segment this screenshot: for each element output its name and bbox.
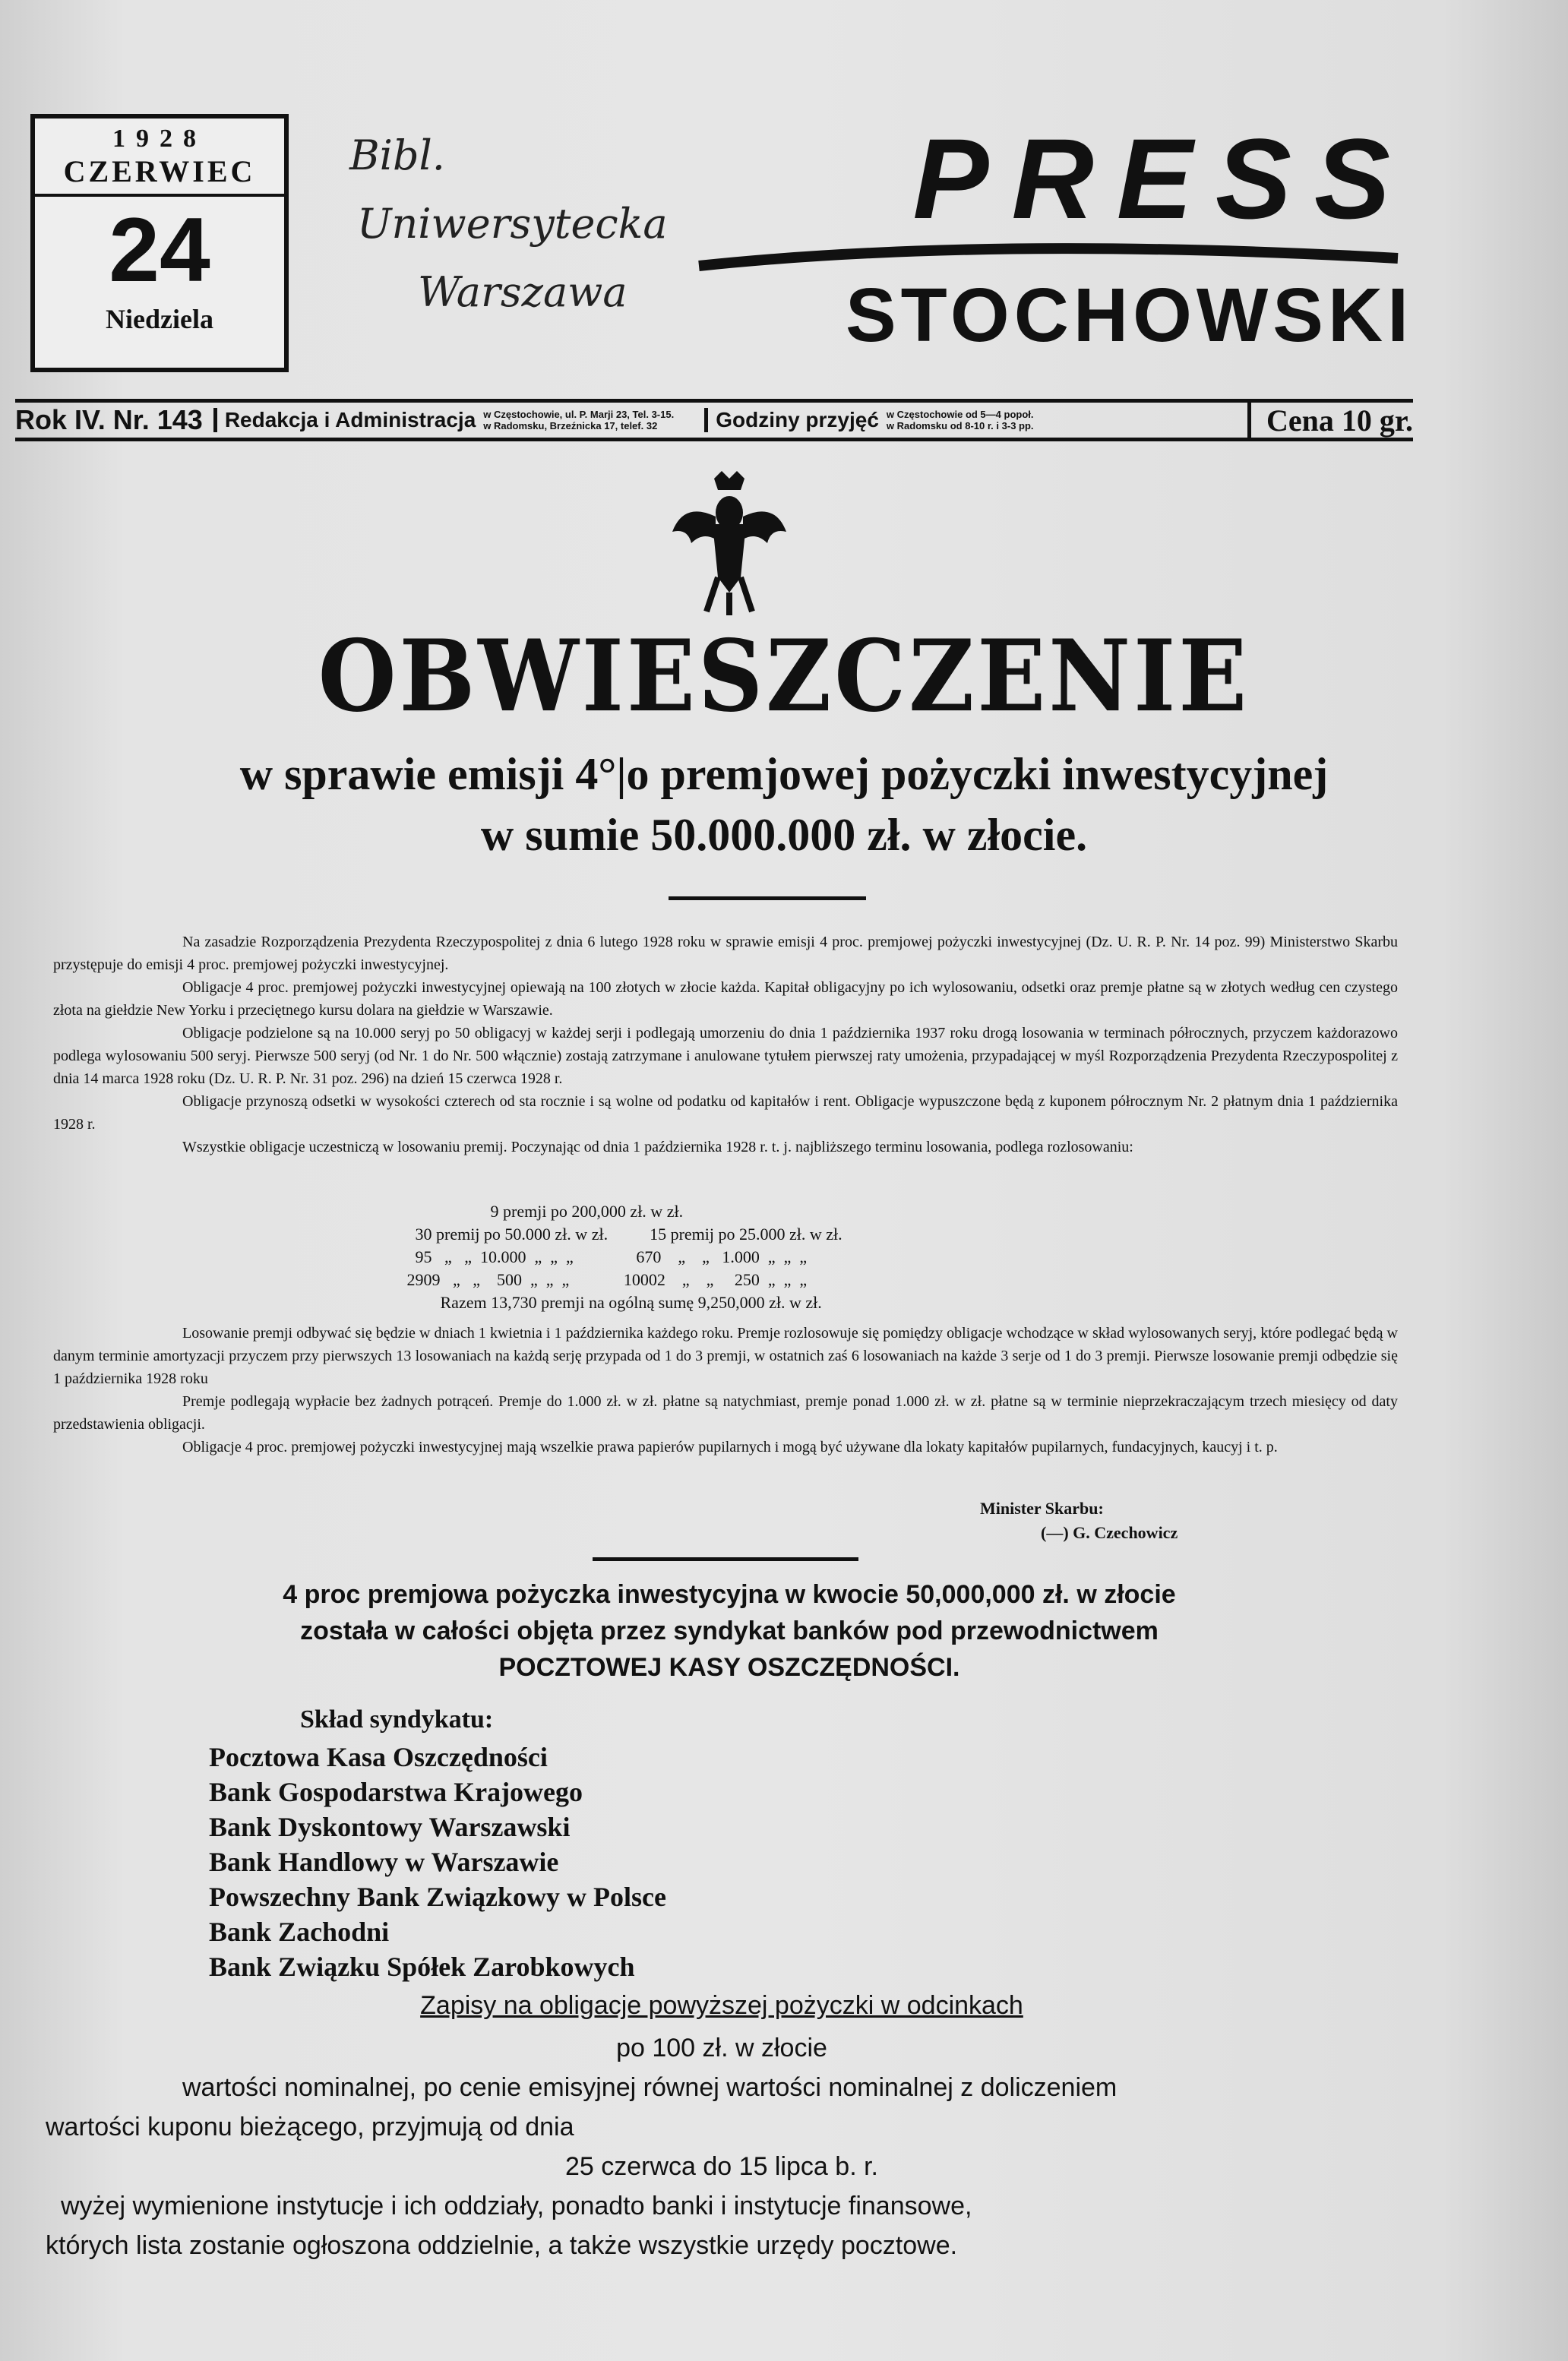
prize-row: Razem 13,730 premji na ogólną sumę 9,250,000 zł. w zł. xyxy=(403,1293,822,1312)
syndicate-heading: Skład syndykatu: xyxy=(300,1705,494,1734)
bank-item: Bank Gospodarstwa Krajowego xyxy=(209,1777,583,1807)
subscription-denomination: po 100 zł. w złocie xyxy=(616,2034,827,2062)
prize-row: 2909 „ „ 500 „ „ „ 10002 „ „ 250 „ „ „ xyxy=(403,1270,808,1289)
notice-subtitle-amount: w sumie 50.000.000 zł. w złocie. xyxy=(480,810,1088,860)
prize-row: 9 premji po 200,000 zł. w zł. xyxy=(403,1202,684,1221)
library-stamp-line: Bibl. xyxy=(349,131,445,179)
bank-item: Bank Związku Spółek Zarobkowych xyxy=(209,1952,635,1982)
bank-item: Powszechny Bank Związkowy w Polsce xyxy=(209,1882,666,1912)
minister-signature xyxy=(980,1497,1178,1545)
notice-paragraph: Obligacje podzielone są na 10.000 seryj po 50 obligacyj w każdej serji i podlegają umorzeniu do dnia 1 października 1937 roku drogą losowania w terminach półrocznych, przyczem każdorazowo podlega wylosowaniu 500 seryj. Pierwsze 500 seryj (od Nr. 1 do Nr. 500 włącznie) zostają zatrzymane i anulowane tytułem pierwszej raty umożenia, przypadającej w myśl Rozporządzenia Prezydenta Rzeczypospolitej z dnia 14 marca 1928 roku (Dz. U. R. P. Nr. 31 poz. 296) na dzień 15 czerwca 1928 r. xyxy=(53,1025,1398,1087)
volume-number: Rok IV. Nr. 143 xyxy=(15,404,203,435)
notice-body xyxy=(53,931,1398,1158)
editorial-label: Redakcja i Administracja xyxy=(213,408,483,432)
office-hours-block xyxy=(887,409,1034,431)
subscription-text: wartości nominalnej, po cenie emisyjnej równej wartości nominalnej z doliczeniem xyxy=(182,2073,1118,2102)
address-block xyxy=(483,409,674,431)
minister-name: (—) G. Czechowicz xyxy=(1041,1523,1178,1542)
date-weekday: Niedziela xyxy=(106,304,213,334)
prize-row: 30 premij po 50.000 zł. w zł. 15 premij po 25.000 zł. w zł. xyxy=(403,1225,842,1244)
notice-body-continued xyxy=(53,1322,1398,1459)
notice-title: OBWIESZCZENIE xyxy=(318,618,1250,734)
notice-paragraph: Premje podlegają wypłacie bez żadnych potrąceń. Premje do 1.000 zł. w zł. płatne są natychmiast, premje ponad 1.000 zł. w zł. płatne są w terminie nieprzekraczającym trzech miesięcy od daty przedstawienia obligacji. xyxy=(53,1393,1398,1433)
address-line: w Radomsku, Brzeźnicka 17, telef. 32 xyxy=(483,420,658,431)
masthead-info-bar xyxy=(15,399,1413,441)
divider xyxy=(669,896,866,900)
notice-paragraph: Losowanie premji odbywać się będzie w dniach 1 kwietnia i 1 października każdego roku. Premje rozlosowuje się pomiędzy obligacje wchodzące w skład wylosowanych seryj, które podlegać będą w danym terminie amortyzacji przyczem przy pierwszych 13 losowaniach na każdą serję przypada od 1 do 3 premji, w ostatnich zaś 6 losowaniach na każde 3 serje od 1 do 3 premji. Pierwsze losowanie premji odbędzie się 1 października 1928 roku xyxy=(53,1325,1398,1387)
library-stamp xyxy=(349,122,669,349)
prize-row: 95 „ „ 10.000 „ „ „ 670 „ „ 1.000 „ „ „ xyxy=(403,1247,808,1266)
logo-bottom-word: STOCHOWSKI xyxy=(845,273,1413,358)
library-stamp-line: Uniwersytecka xyxy=(357,200,668,248)
date-day: 24 xyxy=(109,199,210,301)
logo-top-word: PRESS xyxy=(912,115,1413,242)
hours-line: w Częstochowie od 5—4 popoł. xyxy=(886,409,1034,420)
polish-eagle-icon xyxy=(669,471,790,615)
subscription-heading: Zapisy na obligacje powyższej pożyczki w odcinkach xyxy=(420,1991,1023,2020)
subscription-dates: 25 czerwca do 15 lipca b. r. xyxy=(564,2152,878,2181)
hours-line: w Radomsku od 8-10 r. i 3-3 pp. xyxy=(886,420,1034,431)
logo-swoosh-icon xyxy=(684,243,1413,273)
price: Cena 10 gr. xyxy=(1247,403,1413,438)
date-box xyxy=(30,114,289,372)
subscription-text: wyżej wymienione instytucje i ich oddziały, ponadto banki i instytucje finansowe, xyxy=(61,2192,972,2220)
library-stamp-line: Warszawa xyxy=(418,268,628,316)
date-month: CZERWIEC xyxy=(35,153,284,197)
notice-paragraph: Obligacje 4 proc. premjowej pożyczki inwestycyjnej mają wszelkie prawa papierów pupilarnych i mogą być używane dla lokaty kapitałów pupilarnych, fundacyjnych, kaucyj i t. p. xyxy=(182,1439,1278,1455)
bank-list xyxy=(209,1740,666,1984)
divider xyxy=(593,1557,858,1561)
bank-item: Bank Handlowy w Warszawie xyxy=(209,1847,559,1877)
date-year: 1928 xyxy=(112,125,207,153)
syndicate-line: 4 proc premjowa pożyczka inwestycyjna w kwocie 50,000,000 zł. w złocie xyxy=(283,1580,1176,1609)
notice-paragraph: Obligacje przynoszą odsetki w wysokości czterech od sta rocznie i są wolne od podatku od kapitałów i rent. Obligacje wypuszczone będą z kuponem półrocznym Nr. 2 płatnym dnia 1 października 1928 r. xyxy=(53,1093,1398,1133)
subscription-text: których lista zostanie ogłoszona oddzielnie, a także wszystkie urzędy pocztowe. xyxy=(46,2231,958,2260)
minister-title: Minister Skarbu: xyxy=(980,1499,1104,1518)
prize-table xyxy=(403,1200,1086,1314)
syndicate-line: została w całości objęta przez syndykat banków pod przewodnictwem xyxy=(300,1617,1159,1645)
bank-item: Bank Zachodni xyxy=(209,1917,390,1947)
bank-item: Bank Dyskontowy Warszawski xyxy=(209,1812,571,1842)
syndicate-leader: POCZTOWEJ KASY OSZCZĘDNOŚCI. xyxy=(498,1653,960,1682)
subscription-text: wartości kuponu bieżącego, przyjmują od dnia xyxy=(46,2113,574,2141)
office-hours-label: Godziny przyjęć xyxy=(704,408,887,432)
notice-paragraph: Wszystkie obligacje uczestniczą w losowaniu premij. Poczynając od dnia 1 października 1928 r. t. j. najbliższego terminu losowania, podlega rozlosowaniu: xyxy=(182,1139,1133,1155)
newspaper-logo xyxy=(684,114,1413,372)
notice-paragraph: Obligacje 4 proc. premjowej pożyczki inwestycyjnej opiewają na 100 złotych w złocie każda. Kapitał obligacyjny po ich wylosowaniu, odsetki oraz premje płatne są w złotych według cen czystego złota na giełdzie New Yorku i przeciętnego kursu dolara na giełdzie w Warszawie. xyxy=(53,979,1398,1019)
address-line: w Częstochowie, ul. P. Marji 23, Tel. 3-15. xyxy=(483,409,675,420)
notice-subtitle: w sprawie emisji 4°|o premjowej pożyczki inwestycyjnej xyxy=(239,749,1329,799)
bank-item: Pocztowa Kasa Oszczędności xyxy=(209,1742,548,1772)
notice-paragraph: Na zasadzie Rozporządzenia Prezydenta Rzeczypospolitej z dnia 6 lutego 1928 roku w sprawie emisji 4 proc. premjowej pożyczki inwestycyjnej (Dz. U. R. P. Nr. 14 poz. 99) Ministerstwo Skarbu przystępuje do emisji 4 proc. premjowej pożyczki inwestycyjnej. xyxy=(53,934,1398,973)
